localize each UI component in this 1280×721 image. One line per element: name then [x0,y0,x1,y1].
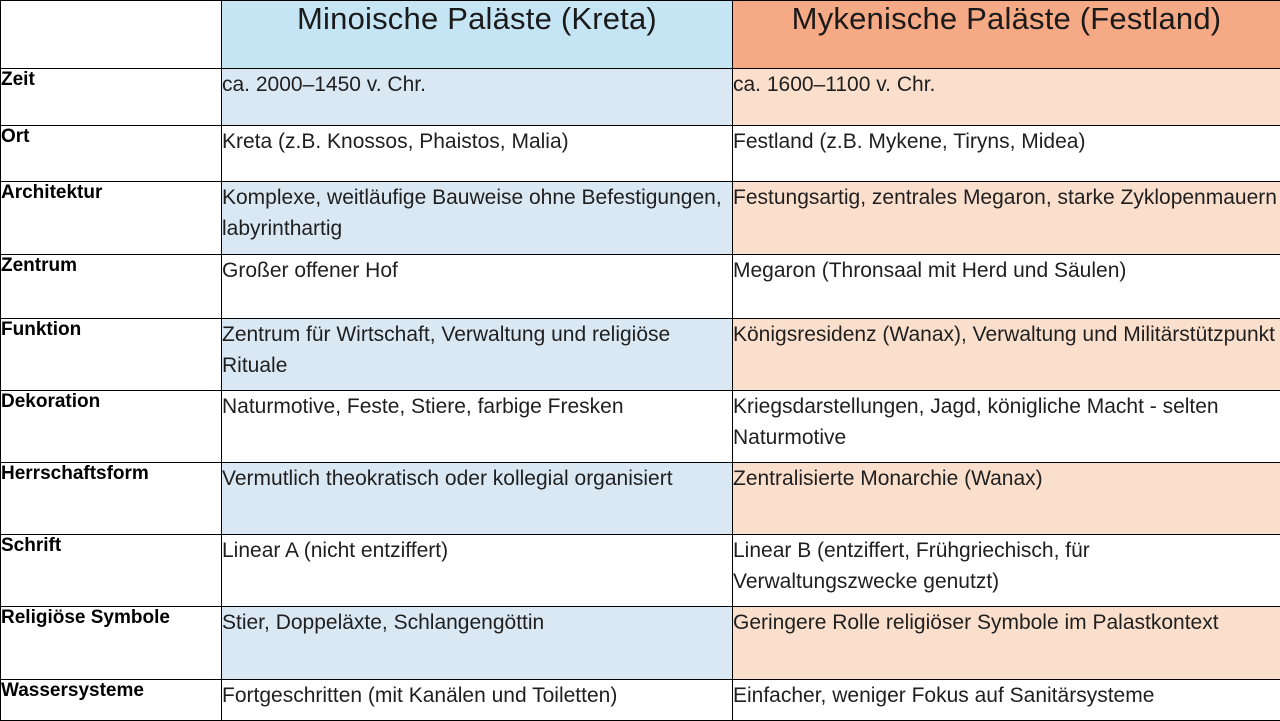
header-row [1,1,1280,69]
table-row-zeit [1,69,1280,126]
table-row-architektur [1,182,1280,255]
row-label: Religiöse Symbole [1,607,222,680]
table-row-dekoration [1,391,1280,463]
row-label: Zentrum [1,255,222,319]
table-row-schrift [1,535,1280,607]
header-mycenaean-palaces: Mykenische Paläste (Festland) [733,1,1280,69]
mycenaean-cell: Geringere Rolle religiöser Symbole im Palastkontext [733,607,1280,680]
header-minoan-palaces: Minoische Paläste (Kreta) [222,1,733,69]
table-row-funktion [1,319,1280,391]
mycenaean-cell: ca. 1600–1100 v. Chr. [733,69,1280,126]
minoan-cell: Fortgeschritten (mit Kanälen und Toiletten) [222,680,733,721]
mycenaean-cell: Königsresidenz (Wanax), Verwaltung und Militärstützpunkt [733,319,1280,391]
row-label: Dekoration [1,391,222,463]
row-label: Wassersysteme [1,680,222,721]
minoan-cell: Komplexe, weitläufige Bauweise ohne Befestigungen, labyrinthartig [222,182,733,255]
mycenaean-cell: Festungsartig, zentrales Megaron, starke Zyklopenmauern [733,182,1280,255]
mycenaean-cell: Kriegsdarstellungen, Jagd, königliche Macht - selten Naturmotive [733,391,1280,463]
minoan-cell: ca. 2000–1450 v. Chr. [222,69,733,126]
minoan-cell: Naturmotive, Feste, Stiere, farbige Fresken [222,391,733,463]
row-label: Funktion [1,319,222,391]
minoan-cell: Vermutlich theokratisch oder kollegial organisiert [222,463,733,535]
table-row-herrschaftsform [1,463,1280,535]
mycenaean-cell: Linear B (entziffert, Frühgriechisch, für Verwaltungszwecke genutzt) [733,535,1280,607]
mycenaean-cell: Einfacher, weniger Fokus auf Sanitärsysteme [733,680,1280,721]
minoan-cell: Stier, Doppeläxte, Schlangengöttin [222,607,733,680]
minoan-cell: Zentrum für Wirtschaft, Verwaltung und religiöse Rituale [222,319,733,391]
minoan-cell: Kreta (z.B. Knossos, Phaistos, Malia) [222,126,733,182]
row-label: Zeit [1,69,222,126]
row-label: Schrift [1,535,222,607]
mycenaean-cell: Megaron (Thronsaal mit Herd und Säulen) [733,255,1280,319]
minoan-cell: Linear A (nicht entziffert) [222,535,733,607]
row-label: Herrschaftsform [1,463,222,535]
mycenaean-cell: Festland (z.B. Mykene, Tiryns, Midea) [733,126,1280,182]
row-label: Architektur [1,182,222,255]
table-row-ort [1,126,1280,182]
minoan-cell: Großer offener Hof [222,255,733,319]
header-corner-cell [1,1,222,69]
table-row-wassersysteme [1,680,1280,721]
table-row-religioese-symbole [1,607,1280,680]
mycenaean-cell: Zentralisierte Monarchie (Wanax) [733,463,1280,535]
table-row-zentrum [1,255,1280,319]
row-label: Ort [1,126,222,182]
